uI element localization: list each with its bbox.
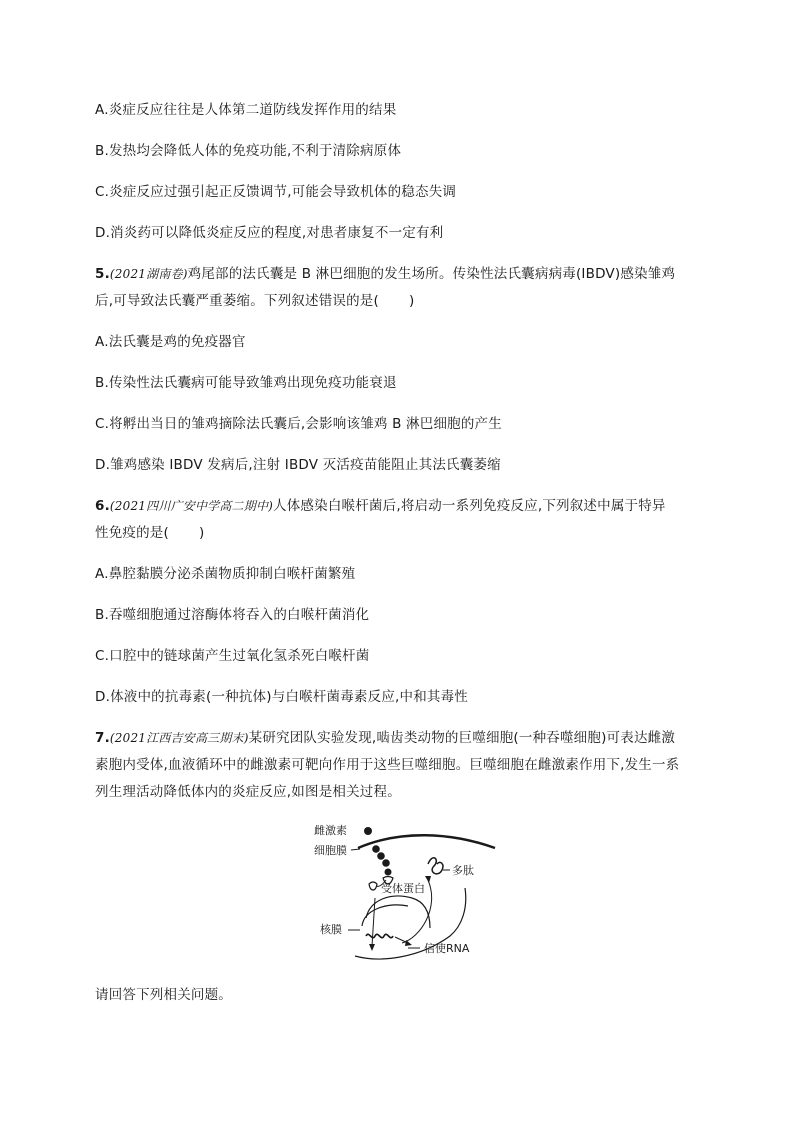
q6-source: (2021四川广安中学高二期中): [109, 499, 274, 513]
label-estrogen: 雌激素: [314, 824, 347, 837]
q5-option-c: C.将孵出当日的雏鸡摘除法氏囊后,会影响该雏鸡 B 淋巴细胞的产生: [95, 416, 502, 432]
q6-stem-text2: 性免疫的是(: [95, 525, 169, 541]
polypeptide-icon: [428, 858, 443, 874]
estrogen-molecule: [382, 859, 390, 867]
q5-source: (2021湖南卷): [109, 267, 188, 281]
label-cell-membrane: 细胞膜: [314, 844, 347, 857]
q5-stem-text2: 后,可导致法氏囊严重萎缩。下列叙述错误的是(: [95, 293, 379, 309]
q6-number: 6.: [95, 498, 110, 514]
label-nuclear-membrane: 核膜: [320, 923, 342, 936]
q7-stem-line2: 素胞内受体,血液循环中的雌激素可靶向作用于这些巨噬细胞。巨噬细胞在雌激素作用下,发生一系: [95, 757, 680, 773]
q5-option-b: B.传染性法氏囊病可能导致雏鸡出现免疫功能衰退: [95, 375, 397, 391]
q5-option-a: A.法氏囊是鸡的免疫器官: [95, 334, 246, 350]
q7-stem-line1: [95, 728, 675, 748]
q5-stem-line2: [95, 291, 414, 311]
membrane-pointer: [351, 849, 360, 850]
arrowhead-icon: [425, 876, 431, 883]
q6-option-a: A.鼻腔黏膜分泌杀菌物质抑制白喉杆菌繁殖: [95, 566, 356, 582]
estrogen-molecule: [377, 852, 385, 860]
nuclear-membrane-inner: [362, 905, 408, 926]
q6-stem-line1: [95, 496, 666, 516]
estrogen-molecule: [372, 845, 380, 853]
q6-paren-close: ): [198, 525, 205, 541]
q5-stem-line1: [95, 264, 675, 284]
q5-number: 5.: [95, 266, 110, 282]
q5-option-d: D.雏鸡感染 IBDV 发病后,注射 IBDV 灭活疫苗能阻止其法氏囊萎缩: [95, 457, 501, 473]
q4-option-d: D.消炎药可以降低炎症反应的程度,对患者康复不一定有利: [95, 225, 444, 241]
q6-option-c: C.口腔中的链球菌产生过氧化氢杀死白喉杆菌: [95, 648, 370, 664]
q5-paren-close: ): [408, 293, 415, 309]
q5-stem-text1: 鸡尾部的法氏囊是 B 淋巴细胞的发生场所。传染性法氏囊病病毒(IBDV)感染雏鸡: [187, 266, 676, 282]
dna-coil-icon: [366, 934, 393, 937]
q4-option-c: C.炎症反应过强引起正反馈调节,可能会导致机体的稳态失调: [95, 184, 457, 200]
arrowhead-icon: [369, 944, 375, 951]
label-mrna: 信使RNA: [424, 942, 470, 955]
q6-stem-line2: [95, 523, 204, 543]
q7-number: 7.: [95, 730, 110, 746]
q7-prompt: 请回答下列相关问题。: [95, 987, 232, 1003]
label-polypeptide: 多肽: [452, 864, 474, 877]
q6-stem-text1: 人体感染白喉杆菌后,将启动一系列免疫反应,下列叙述中属于特异: [273, 498, 666, 514]
q4-option-a: A.炎症反应往往是人体第二道防线发挥作用的结果: [95, 102, 397, 118]
label-receptor-protein: 受体蛋白: [381, 882, 425, 895]
q7-stem-line3: 列生理活动降低体内的炎症反应,如图是相关过程。: [95, 784, 401, 800]
q7-source: (2021江西吉安高三期末): [109, 731, 249, 745]
estrogen-molecule: [364, 827, 372, 835]
cell-membrane-line: [358, 835, 495, 848]
nuclear-membrane-outer: [366, 896, 430, 928]
q6-option-d: D.体液中的抗毒素(一种抗体)与白喉杆菌毒素反应,中和其毒性: [95, 689, 469, 705]
q6-option-b: B.吞噬细胞通过溶酶体将吞入的白喉杆菌消化: [95, 607, 370, 623]
receptor-protein-icon: [369, 882, 377, 890]
q7-stem-text1: 某研究团队实验发现,啮齿类动物的巨噬细胞(一种吞噬细胞)可表达雌激: [248, 730, 676, 746]
estrogen-molecule: [385, 869, 392, 876]
q4-option-b: B.发热均会降低人体的免疫功能,不利于清除病原体: [95, 143, 402, 159]
arrowhead-icon: [405, 940, 412, 946]
estrogen-pathway-figure: [300, 818, 500, 968]
